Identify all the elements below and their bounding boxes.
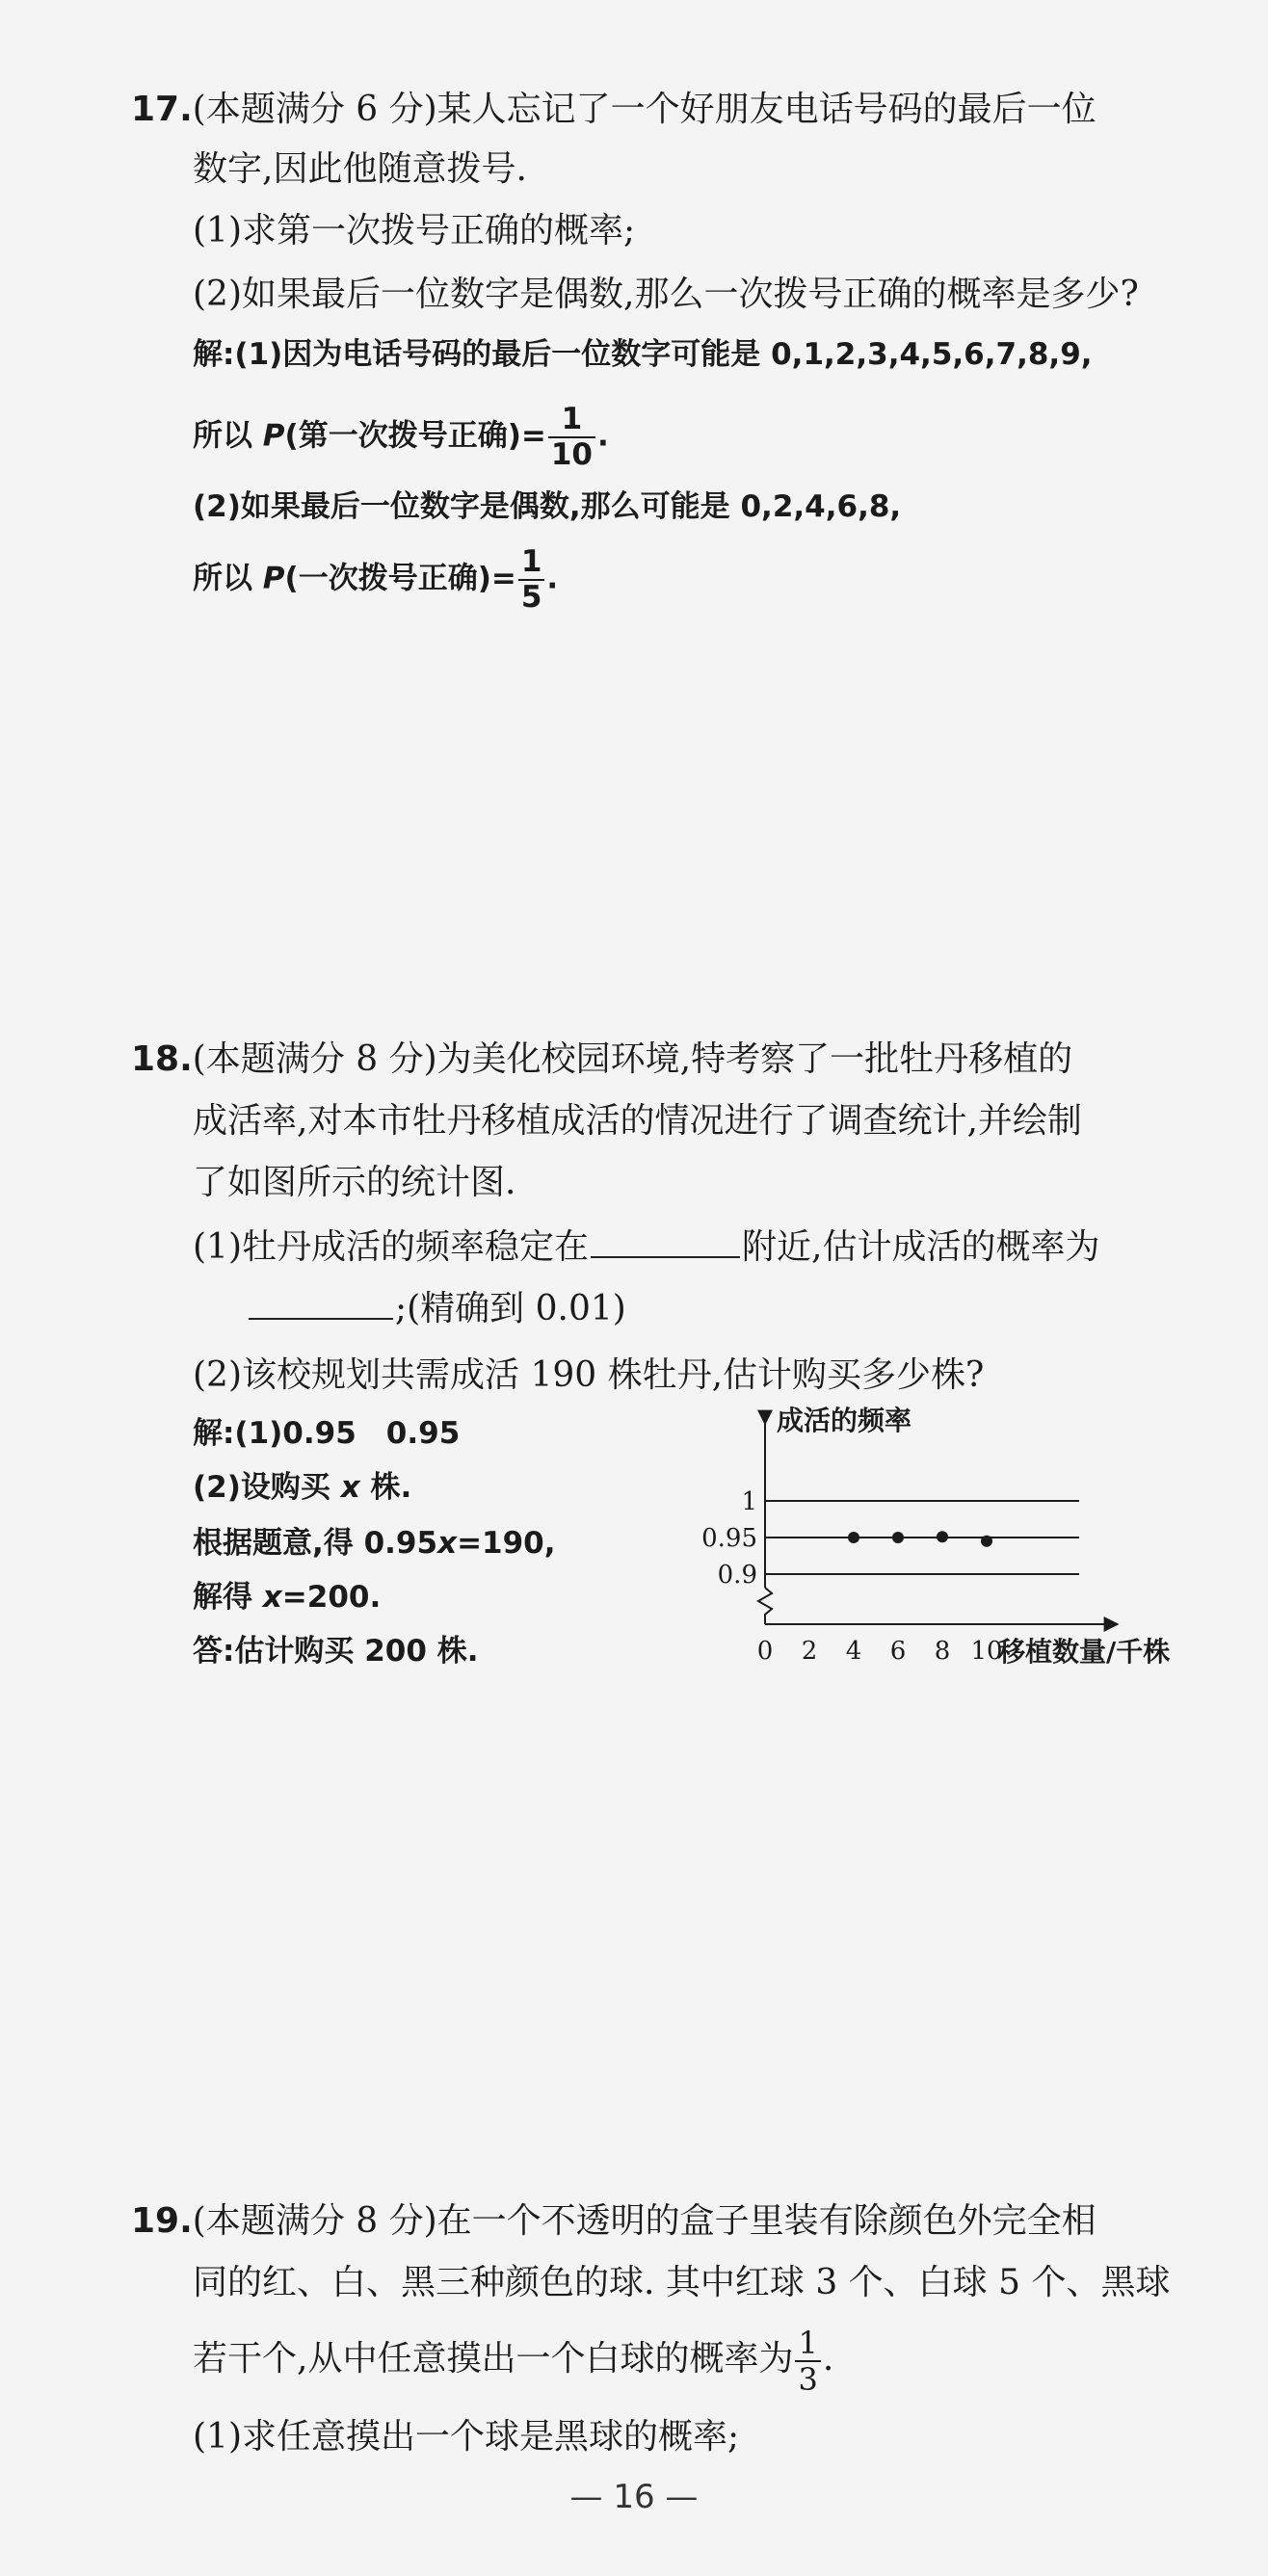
q17-sol2-prefix: 所以 xyxy=(193,418,263,454)
q18-sol2-b: 株. xyxy=(359,1470,412,1505)
answer-blank-1[interactable] xyxy=(591,1225,740,1258)
x-tick-label: 10 xyxy=(970,1637,1003,1666)
q17-sol2-mid: (第一次拨号正确)= xyxy=(284,418,546,454)
q18-sol2-a: (2)设购买 xyxy=(193,1470,341,1505)
q17-stem-text1: (本题满分 6 分)某人忘记了一个好朋友电话号码的最后一位 xyxy=(192,90,1096,129)
x-tick-label: 0 xyxy=(756,1637,774,1666)
q19-frac-num: 1 xyxy=(795,2327,820,2362)
q17-frac2-num: 1 xyxy=(518,547,545,581)
q17-number: 17. xyxy=(131,90,193,129)
q19-stem-line3 xyxy=(193,2325,834,2398)
data-point xyxy=(981,1536,992,1547)
q17-solution-line3: (2)如果最后一位数字是偶数,那么可能是 0,2,4,6,8, xyxy=(193,489,902,524)
q17-solution-line2 xyxy=(193,402,609,472)
q17-part1: (1)求第一次拨号正确的概率; xyxy=(193,211,636,250)
q17-sol4-prefix: 所以 xyxy=(193,561,263,596)
q18-sol4-x: x xyxy=(262,1580,282,1615)
q17-sol4-P: P xyxy=(262,561,285,596)
y-axis-label: 成活的频率 xyxy=(777,1405,912,1436)
page-number: — 16 — xyxy=(569,2478,699,2516)
q17-part2: (2)如果最后一位数字是偶数,那么一次拨号正确的概率是多少? xyxy=(193,275,1139,314)
q18-solution-line1: 解:(1)0.95 0.95 xyxy=(193,1416,461,1451)
y-tick-label: 0.95 xyxy=(701,1524,757,1553)
q18-part1-text-c: ;(精确到 0.01) xyxy=(395,1289,626,1328)
q18-sol3-a: 根据题意,得 0.95 xyxy=(193,1526,438,1561)
x-tick-label: 8 xyxy=(934,1637,951,1666)
q18-sol3-b: =190, xyxy=(457,1526,556,1561)
q17-stem-line1 xyxy=(131,89,1096,131)
q19-stem-line2: 同的红、白、黑三种颜色的球. 其中红球 3 个、白球 5 个、黑球 xyxy=(193,2263,1171,2302)
q19-stem-line1 xyxy=(131,2200,1096,2243)
q18-sol2-x: x xyxy=(340,1470,360,1505)
q18-solution-line3 xyxy=(193,1522,556,1564)
q17-fraction-1-5 xyxy=(518,544,545,615)
q19-stem3-text: 若干个,从中任意摸出一个白球的概率为 xyxy=(193,2339,794,2379)
q18-stem-line2: 成活率,对本市牡丹移植成活的情况进行了调查统计,并绘制 xyxy=(193,1101,1082,1141)
q17-solution-line1: 解:(1)因为电话号码的最后一位数字可能是 0,1,2,3,4,5,6,7,8,9, xyxy=(193,337,1093,372)
data-point xyxy=(892,1532,904,1543)
q17-frac-den: 10 xyxy=(550,437,593,472)
y-tick-label: 1 xyxy=(741,1487,757,1516)
q18-solution-line5: 答:估计购买 200 株. xyxy=(193,1634,479,1669)
q18-sol4-a: 解得 xyxy=(193,1580,263,1615)
q17-sol4-end: . xyxy=(546,561,559,596)
q19-part1: (1)求任意摸出一个球是黑球的概率; xyxy=(193,2417,740,2457)
y-tick-label: 0.9 xyxy=(717,1561,757,1590)
q18-part1-text-b: 附近,估计成活的概率为 xyxy=(742,1227,1100,1267)
q18-part1-line1 xyxy=(193,1225,1099,1269)
data-point xyxy=(937,1531,948,1542)
y-axis-break-mark xyxy=(758,1588,772,1624)
x-tick-label: 4 xyxy=(845,1637,862,1666)
q19-stem-text1: (本题满分 8 分)在一个不透明的盒子里装有除颜色外完全相 xyxy=(192,2201,1096,2241)
q19-frac-den: 3 xyxy=(798,2361,818,2398)
q17-fraction-1-10 xyxy=(548,402,595,472)
q17-sol2-P: P xyxy=(262,418,285,454)
survival-frequency-chart xyxy=(694,1397,1195,1676)
q18-part2: (2)该校规划共需成活 190 株牡丹,估计购买多少株? xyxy=(193,1355,985,1395)
q17-sol4-mid: (一次拨号正确)= xyxy=(284,561,516,596)
q19-stem3-end: . xyxy=(822,2339,834,2379)
q18-part1-line2 xyxy=(247,1287,626,1330)
q18-solution-line4 xyxy=(193,1576,381,1618)
q17-stem-line2: 数字,因此他随意拨号. xyxy=(193,149,527,189)
q17-frac2-den: 5 xyxy=(520,580,542,615)
q17-frac-num: 1 xyxy=(548,405,595,438)
q17-sol2-end: . xyxy=(596,418,609,454)
x-tick-label: 2 xyxy=(801,1637,818,1666)
q18-sol4-b: =200. xyxy=(281,1580,382,1615)
q18-stem-line3: 了如图所示的统计图. xyxy=(193,1163,516,1202)
q18-stem-line1 xyxy=(131,1038,1072,1081)
q18-part1-text-a: (1)牡丹成活的频率稳定在 xyxy=(193,1227,589,1267)
q19-fraction-1-3 xyxy=(795,2325,820,2398)
q18-solution-line2 xyxy=(193,1466,411,1509)
q18-number: 18. xyxy=(131,1039,193,1079)
answer-blank-2[interactable] xyxy=(249,1287,393,1320)
q18-sol3-x: x xyxy=(437,1526,458,1561)
q18-stem-text1: (本题满分 8 分)为美化校园环境,特考察了一批牡丹移植的 xyxy=(192,1039,1073,1079)
x-axis-label: 移植数量/千株 xyxy=(998,1636,1171,1668)
q19-number: 19. xyxy=(131,2201,193,2241)
data-point xyxy=(848,1532,859,1543)
q17-solution-line4 xyxy=(193,544,559,615)
x-tick-label: 6 xyxy=(889,1637,907,1666)
